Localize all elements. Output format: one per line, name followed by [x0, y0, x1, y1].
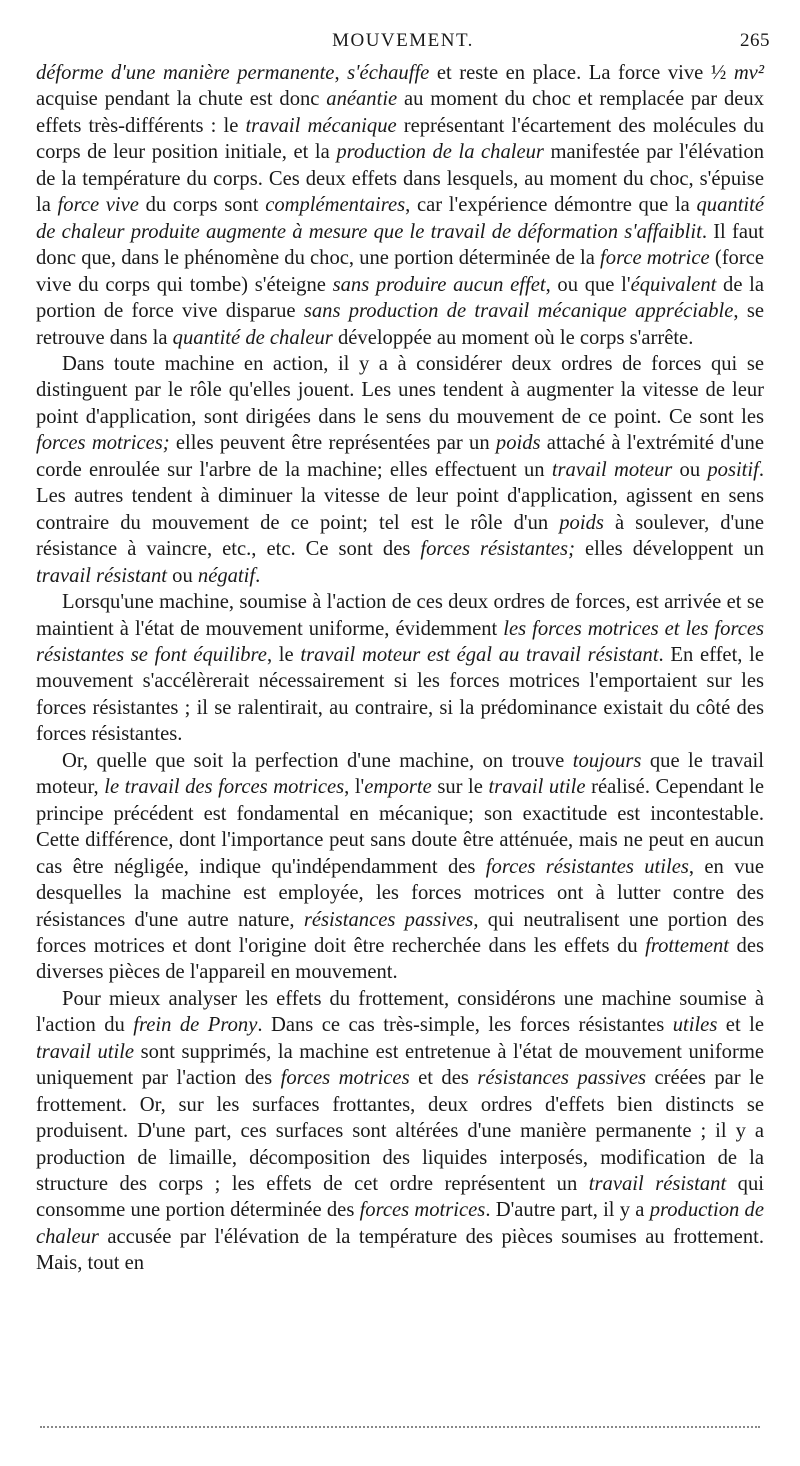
italic-run: déforme d'une manière permanente [36, 62, 335, 84]
italic-run: résistances passives [477, 1067, 646, 1090]
paragraph-3 [36, 589, 764, 748]
italic-run: forces motrices [359, 1199, 486, 1222]
text-run: de la portion de force vive disparue [36, 273, 765, 323]
text-run: , car l'expérience démontre que la [405, 194, 697, 217]
text-run: . Dans ce cas très-simple, les forces résistantes [257, 1014, 673, 1037]
paragraph-1 [36, 60, 764, 351]
italic-run: le travail des forces motrices [104, 776, 345, 799]
italic-run: production de chaleur [36, 1199, 764, 1248]
italic-run: sans production de travail mécanique appréciable [303, 300, 734, 323]
text-run: . D'autre part, il y a [485, 1199, 650, 1222]
text-run: (force vive du corps qui tombe) s'éteigne [36, 247, 764, 296]
italic-run: travail résistant [588, 1173, 727, 1196]
text-run: elles développent un [574, 538, 764, 561]
italic-run: frein de Prony [133, 1014, 258, 1037]
text-run: . Les autres tendent à diminuer la vitesse de leur point d'application, agissent en sens contraire du mouvement de ce point; tel est le rôle d'un [36, 458, 764, 534]
italic-run: travail utile [36, 1040, 135, 1063]
italic-run: forces motrices; [36, 432, 170, 455]
text-run: au moment du choc et remplacée par deux effets très-différents : le [36, 88, 765, 137]
italic-run: force motrice [600, 247, 710, 270]
text-run: représentant l'écartement des molécules du corps de leur position initiale, et la [36, 114, 765, 164]
italic-run: forces résistantes utiles [485, 855, 689, 878]
italic-run: travail moteur [551, 458, 673, 481]
text-run: , l' [344, 776, 365, 799]
text-run: et le [717, 1014, 764, 1037]
body-text [36, 60, 764, 1277]
italic-run: travail résistant [36, 564, 168, 587]
text-run: que le travail moteur, [36, 749, 764, 799]
footer-rule [40, 1426, 760, 1430]
italic-run: anéantie [326, 88, 398, 111]
text-run: et reste en place. La force vive ½ [429, 62, 734, 84]
text-run: développée au moment où le corps s'arrête. [332, 326, 694, 349]
italic-run: production de la chaleur [336, 141, 544, 164]
text-run: Lorsqu'une machine, soumise à l'action de ces deux ordres de forces, est arrivée et se maintient à l'état de mouvement uniforme, évidemment [36, 591, 764, 640]
text-run: des diverses pièces de l'appareil en mouvement. [36, 934, 764, 984]
text-run: , le [266, 643, 301, 666]
text-run: ou [672, 458, 708, 481]
text-run: qui consomme une portion déterminée des [36, 1173, 764, 1222]
text-run: accusée par l'élévation de la température des pièces soumises au frottement. Mais, tout en [36, 1225, 764, 1275]
italic-run: positif [707, 458, 759, 481]
italic-run: quantité de chaleur [172, 326, 333, 349]
italic-run: poids [495, 432, 541, 455]
italic-run: travail mécanique [245, 114, 397, 137]
italic-run: emporte [364, 776, 432, 799]
text-run: Pour mieux analyser les effets du frottement, considérons une machine soumise à l'action du [36, 987, 764, 1037]
italic-run: s'échauffe [347, 62, 430, 84]
italic-run: forces motrices [280, 1067, 410, 1090]
italic-run: sans produire aucun effet [332, 273, 546, 296]
text-run: acquise pendant la chute est donc [36, 88, 327, 111]
text-run: , [334, 62, 348, 84]
italic-run: travail utile [488, 776, 586, 799]
text-run: ou [167, 564, 198, 587]
text-run: elles peuvent être représentées par un [169, 432, 496, 455]
italic-run: quantité de chaleur produite augmente à mesure que le travail de déformation s'affaiblit [36, 194, 764, 243]
italic-run: les forces motrices et les forces résistantes se font équilibre [36, 617, 764, 666]
text-run: attaché à l'extrémité d'une corde enroulée sur l'arbre de la machine; elles effectuent un [36, 432, 764, 481]
text-run: réalisé. Cependant le principe précédent est fondamental en mécanique; son exactitude est incontestable. Cette différence, dont l'importance peut sans doute être atténuée, mais ne peut en aucun cas être négligée, indique qu'indépendamment des [36, 776, 764, 878]
paragraph-2 [36, 351, 764, 589]
italic-run: travail moteur est égal au travail résistant [300, 643, 659, 666]
text-run: sur le [431, 776, 489, 799]
text-run: , qui neutralisent une portion des forces motrices et dont l'origine doit être recherchée dans les effets du [36, 908, 764, 957]
text-run: . [255, 564, 261, 587]
italic-run: utiles [672, 1014, 718, 1037]
text-run: , se retrouve dans la [36, 300, 764, 349]
text-run: et des [409, 1067, 478, 1090]
running-header [36, 30, 770, 58]
italic-run: poids [559, 511, 604, 534]
text-run: . Il faut donc que, dans le phénomène du choc, une portion déterminée de la [36, 220, 764, 270]
text-run: , en vue desquelles la machine est employée, les forces motrices ont à lutter contre des résistances d'une autre nature, [36, 855, 764, 931]
italic-run: toujours [572, 749, 642, 772]
italic-run: mv² [733, 62, 764, 84]
text-run: Dans toute machine en action, il y a à considérer deux ordres de forces qui se distinguent par le rôle qu'elles jouent. Les unes tendent à augmenter la vitesse de leur point d'application, sont dirigées dans le sens du mouvement de ce point. Ce sont les [36, 352, 764, 428]
page-title: MOUVEMENT. [332, 30, 474, 51]
text-run: à soulever, d'une résistance à vaincre, etc., etc. Ce sont des [36, 511, 765, 561]
italic-run: force vive [57, 194, 139, 217]
text-run: du corps sont [138, 194, 266, 217]
page-number: 265 [740, 30, 770, 51]
text-run: manifestée par l'élévation de la température du corps. Ces deux effets dans lesquels, au moment du choc, s'épuise la [36, 141, 764, 217]
italic-run: résistances passives [303, 908, 474, 931]
text-run: . En effet, le mouvement s'accélèrerait nécessairement si les forces motrices l'emportaient sur les forces résistantes ; il se ralentirait, au contraire, si la prédominance existait du côté des forces résistantes. [36, 643, 765, 746]
italic-run: complémentaires [265, 194, 406, 217]
text-run: créées par le frottement. Or, sur les surfaces frottantes, deux ordres d'effets bien distincts se produisent. D'une part, ces surfaces sont altérées d'une manière permanente ; il y a production de limaille, décomposition des liquides interposés, modification de la structure des corps ; les effets de cet ordre représentent un [36, 1067, 764, 1196]
paragraph-5 [36, 986, 764, 1277]
text-run: sont supprimés, la machine est entretenue à l'état de mouvement uniforme uniquement par l'action des [36, 1040, 764, 1090]
text-run: Or, quelle que soit la perfection d'une machine, on trouve [62, 749, 573, 772]
paragraph-4 [36, 748, 764, 986]
italic-run: négatif [197, 564, 256, 587]
italic-run: équivalent [630, 273, 717, 296]
italic-run: frottement [645, 934, 730, 957]
text-run: , ou que l' [545, 273, 631, 296]
italic-run: forces résistantes; [420, 538, 575, 561]
